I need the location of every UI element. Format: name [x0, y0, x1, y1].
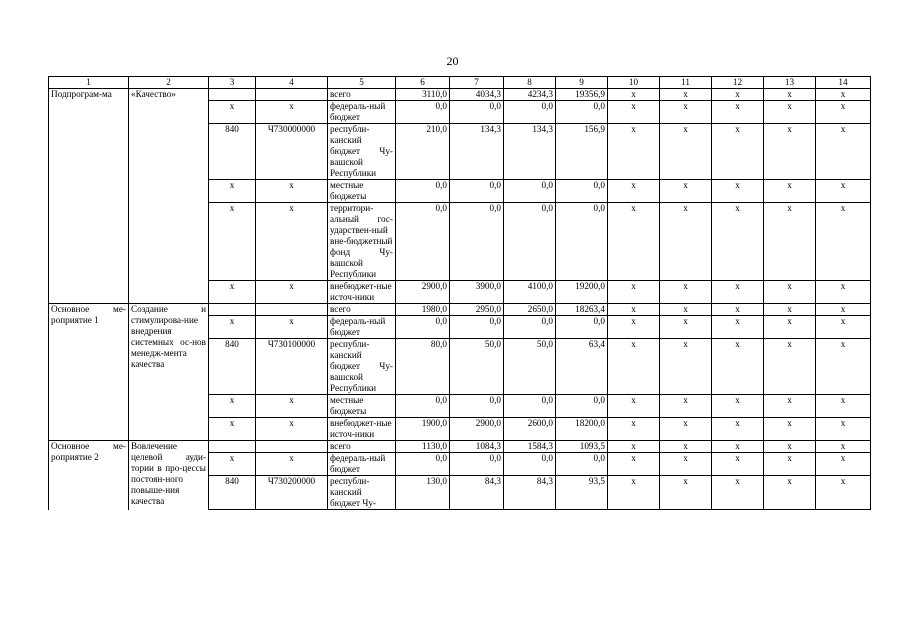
placeholder-cell: x	[660, 441, 712, 453]
column-number: 4	[256, 77, 328, 89]
placeholder-cell: x	[608, 304, 660, 316]
placeholder-cell: x	[764, 453, 816, 476]
funding-source-cell: внебюджет-ные источ-ники	[328, 418, 396, 441]
budget-code-cell: x	[256, 453, 328, 476]
amount-cell: 0,0	[396, 395, 450, 418]
amount-cell: 0,0	[504, 180, 556, 203]
budget-code-cell: x	[256, 281, 328, 304]
amount-cell: 80,0	[396, 339, 450, 395]
amount-cell: 0,0	[504, 316, 556, 339]
placeholder-cell: x	[816, 124, 871, 180]
placeholder-cell: x	[816, 180, 871, 203]
placeholder-cell: x	[764, 281, 816, 304]
program-name-cell: Подпрограм-ма	[49, 89, 129, 304]
column-number: 5	[328, 77, 396, 89]
placeholder-cell: x	[712, 441, 764, 453]
placeholder-cell: x	[712, 476, 764, 510]
budget-code-cell	[256, 441, 328, 453]
budget-code-cell: Ч730200000	[256, 476, 328, 510]
amount-cell: 1084,3	[450, 441, 504, 453]
budget-code-cell: Ч730100000	[256, 339, 328, 395]
program-name-cell: Основное ме-роприятие 1	[49, 304, 129, 441]
placeholder-cell: x	[660, 180, 712, 203]
responsible-code-cell: x	[209, 101, 256, 124]
placeholder-cell: x	[764, 203, 816, 281]
amount-cell: 2900,0	[396, 281, 450, 304]
placeholder-cell: x	[816, 316, 871, 339]
amount-cell: 84,3	[504, 476, 556, 510]
amount-cell: 0,0	[556, 101, 608, 124]
responsible-code-cell: x	[209, 453, 256, 476]
placeholder-cell: x	[816, 476, 871, 510]
amount-cell: 0,0	[556, 395, 608, 418]
amount-cell: 0,0	[396, 453, 450, 476]
funding-source-cell: всего	[328, 304, 396, 316]
placeholder-cell: x	[816, 418, 871, 441]
placeholder-cell: x	[608, 441, 660, 453]
placeholder-cell: x	[816, 203, 871, 281]
table-row	[49, 304, 871, 316]
amount-cell: 50,0	[450, 339, 504, 395]
placeholder-cell: x	[816, 339, 871, 395]
placeholder-cell: x	[764, 418, 816, 441]
amount-cell: 4234,3	[504, 89, 556, 101]
amount-cell: 50,0	[504, 339, 556, 395]
responsible-code-cell: 840	[209, 124, 256, 180]
amount-cell: 4034,3	[450, 89, 504, 101]
amount-cell: 1130,0	[396, 441, 450, 453]
amount-cell: 0,0	[556, 203, 608, 281]
placeholder-cell: x	[712, 418, 764, 441]
table-row	[49, 441, 871, 453]
amount-cell: 84,3	[450, 476, 504, 510]
placeholder-cell: x	[608, 124, 660, 180]
amount-cell: 1584,3	[504, 441, 556, 453]
placeholder-cell: x	[608, 395, 660, 418]
amount-cell: 1093,5	[556, 441, 608, 453]
amount-cell: 0,0	[450, 453, 504, 476]
amount-cell: 0,0	[504, 203, 556, 281]
placeholder-cell: x	[712, 101, 764, 124]
placeholder-cell: x	[764, 304, 816, 316]
funding-source-cell: республи-канский бюджет Чу-	[328, 476, 396, 510]
budget-code-cell: x	[256, 418, 328, 441]
amount-cell: 18263,4	[556, 304, 608, 316]
responsible-code-cell: x	[209, 395, 256, 418]
amount-cell: 3900,0	[450, 281, 504, 304]
responsible-code-cell: 840	[209, 476, 256, 510]
placeholder-cell: x	[712, 203, 764, 281]
column-number: 11	[660, 77, 712, 89]
placeholder-cell: x	[660, 339, 712, 395]
placeholder-cell: x	[660, 476, 712, 510]
placeholder-cell: x	[608, 339, 660, 395]
placeholder-cell: x	[816, 453, 871, 476]
placeholder-cell: x	[816, 395, 871, 418]
placeholder-cell: x	[608, 316, 660, 339]
amount-cell: 0,0	[396, 180, 450, 203]
program-name-cell: Основное ме-роприятие 2	[49, 441, 129, 510]
placeholder-cell: x	[608, 281, 660, 304]
placeholder-cell: x	[816, 281, 871, 304]
placeholder-cell: x	[660, 203, 712, 281]
budget-code-cell: Ч730000000	[256, 124, 328, 180]
placeholder-cell: x	[764, 101, 816, 124]
placeholder-cell: x	[608, 453, 660, 476]
responsible-code-cell: x	[209, 418, 256, 441]
amount-cell: 0,0	[556, 316, 608, 339]
budget-code-cell: x	[256, 395, 328, 418]
amount-cell: 19200,0	[556, 281, 608, 304]
amount-cell: 0,0	[450, 203, 504, 281]
funding-source-cell: территори-альный гос-ударствен-ный вне-бюджетный фонд Чу-вашской Республики	[328, 203, 396, 281]
amount-cell: 2600,0	[504, 418, 556, 441]
budget-code-cell: x	[256, 180, 328, 203]
funding-source-cell: всего	[328, 89, 396, 101]
amount-cell: 2650,0	[504, 304, 556, 316]
amount-cell: 0,0	[450, 180, 504, 203]
placeholder-cell: x	[712, 453, 764, 476]
responsible-code-cell	[209, 89, 256, 101]
funding-source-cell: местные бюджеты	[328, 395, 396, 418]
placeholder-cell: x	[608, 101, 660, 124]
amount-cell: 0,0	[504, 453, 556, 476]
placeholder-cell: x	[816, 89, 871, 101]
budget-table	[48, 76, 871, 510]
placeholder-cell: x	[608, 89, 660, 101]
responsible-code-cell: x	[209, 180, 256, 203]
program-title-cell: Создание и стимулирова-ние внедрения системных ос-нов менедж-мента качества	[129, 304, 209, 441]
amount-cell: 3110,0	[396, 89, 450, 101]
amount-cell: 63,4	[556, 339, 608, 395]
amount-cell: 156,9	[556, 124, 608, 180]
placeholder-cell: x	[764, 441, 816, 453]
placeholder-cell: x	[660, 89, 712, 101]
amount-cell: 0,0	[556, 453, 608, 476]
column-number: 2	[129, 77, 209, 89]
amount-cell: 2950,0	[450, 304, 504, 316]
funding-source-cell: республи-канский бюджет Чу-вашской Республики	[328, 339, 396, 395]
amount-cell: 0,0	[396, 101, 450, 124]
amount-cell: 19356,9	[556, 89, 608, 101]
responsible-code-cell: x	[209, 203, 256, 281]
budget-code-cell: x	[256, 316, 328, 339]
placeholder-cell: x	[712, 180, 764, 203]
budget-code-cell	[256, 89, 328, 101]
column-number: 6	[396, 77, 450, 89]
placeholder-cell: x	[660, 453, 712, 476]
placeholder-cell: x	[712, 316, 764, 339]
amount-cell: 0,0	[396, 203, 450, 281]
placeholder-cell: x	[608, 476, 660, 510]
funding-source-cell: федераль-ный бюджет	[328, 316, 396, 339]
column-number: 9	[556, 77, 608, 89]
placeholder-cell: x	[660, 124, 712, 180]
column-number: 7	[450, 77, 504, 89]
amount-cell: 18200,0	[556, 418, 608, 441]
amount-cell: 4100,0	[504, 281, 556, 304]
placeholder-cell: x	[660, 304, 712, 316]
placeholder-cell: x	[764, 89, 816, 101]
placeholder-cell: x	[712, 281, 764, 304]
amount-cell: 93,5	[556, 476, 608, 510]
column-number: 1	[49, 77, 129, 89]
placeholder-cell: x	[764, 339, 816, 395]
placeholder-cell: x	[764, 180, 816, 203]
placeholder-cell: x	[660, 316, 712, 339]
responsible-code-cell: x	[209, 316, 256, 339]
amount-cell: 130,0	[396, 476, 450, 510]
placeholder-cell: x	[712, 89, 764, 101]
amount-cell: 0,0	[556, 180, 608, 203]
program-title-cell: «Качество»	[129, 89, 209, 304]
budget-table-body	[49, 77, 871, 510]
column-number: 8	[504, 77, 556, 89]
placeholder-cell: x	[660, 418, 712, 441]
budget-code-cell	[256, 304, 328, 316]
responsible-code-cell: 840	[209, 339, 256, 395]
column-number: 14	[816, 77, 871, 89]
amount-cell: 0,0	[504, 395, 556, 418]
column-number: 13	[764, 77, 816, 89]
responsible-code-cell	[209, 441, 256, 453]
program-title-cell: Вовлечение целевой ауди-тории в про-цессы постоян-ного повыше-ния качества	[129, 441, 209, 510]
amount-cell: 134,3	[504, 124, 556, 180]
budget-code-cell: x	[256, 203, 328, 281]
amount-cell: 0,0	[396, 316, 450, 339]
placeholder-cell: x	[764, 476, 816, 510]
placeholder-cell: x	[764, 124, 816, 180]
funding-source-cell: федераль-ный бюджет	[328, 101, 396, 124]
placeholder-cell: x	[660, 395, 712, 418]
amount-cell: 0,0	[450, 101, 504, 124]
responsible-code-cell: x	[209, 281, 256, 304]
amount-cell: 1900,0	[396, 418, 450, 441]
budget-code-cell: x	[256, 101, 328, 124]
funding-source-cell: республи-канский бюджет Чу-вашской Республики	[328, 124, 396, 180]
placeholder-cell: x	[608, 418, 660, 441]
funding-source-cell: местные бюджеты	[328, 180, 396, 203]
column-number-row	[49, 77, 871, 89]
placeholder-cell: x	[712, 124, 764, 180]
placeholder-cell: x	[660, 281, 712, 304]
column-number: 10	[608, 77, 660, 89]
funding-source-cell: федераль-ный бюджет	[328, 453, 396, 476]
placeholder-cell: x	[712, 304, 764, 316]
funding-source-cell: внебюджет-ные источ-ники	[328, 281, 396, 304]
placeholder-cell: x	[816, 441, 871, 453]
placeholder-cell: x	[608, 203, 660, 281]
placeholder-cell: x	[816, 304, 871, 316]
placeholder-cell: x	[816, 101, 871, 124]
placeholder-cell: x	[764, 316, 816, 339]
placeholder-cell: x	[712, 395, 764, 418]
responsible-code-cell	[209, 304, 256, 316]
amount-cell: 2900,0	[450, 418, 504, 441]
amount-cell: 1980,0	[396, 304, 450, 316]
placeholder-cell: x	[764, 395, 816, 418]
table-row	[49, 89, 871, 101]
funding-source-cell: всего	[328, 441, 396, 453]
page-number: 20	[446, 54, 459, 68]
amount-cell: 0,0	[450, 316, 504, 339]
amount-cell: 134,3	[450, 124, 504, 180]
amount-cell: 210,0	[396, 124, 450, 180]
placeholder-cell: x	[660, 101, 712, 124]
column-number: 3	[209, 77, 256, 89]
amount-cell: 0,0	[504, 101, 556, 124]
placeholder-cell: x	[608, 180, 660, 203]
placeholder-cell: x	[712, 339, 764, 395]
amount-cell: 0,0	[450, 395, 504, 418]
column-number: 12	[712, 77, 764, 89]
